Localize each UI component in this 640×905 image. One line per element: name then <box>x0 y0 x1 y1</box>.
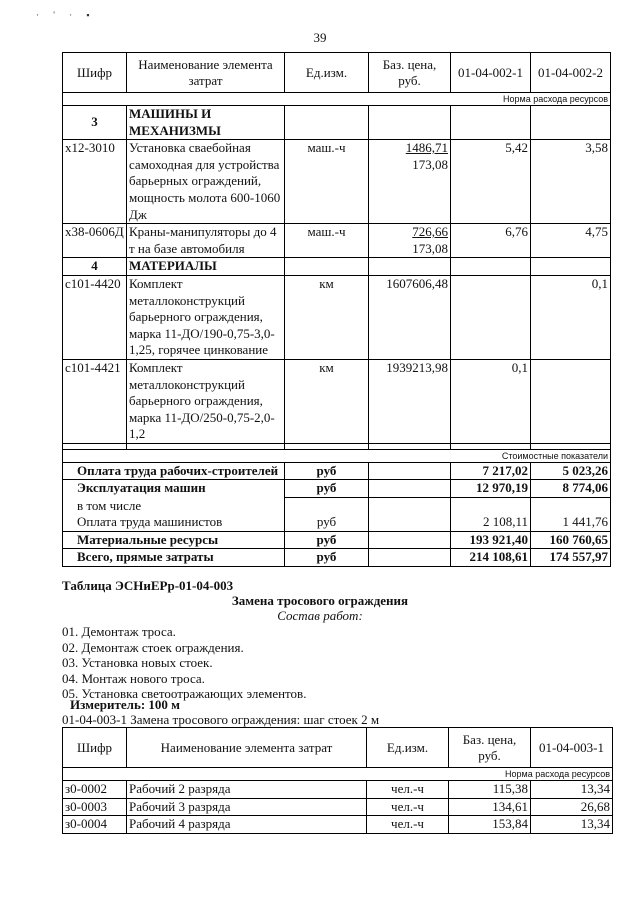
section-title: МАТЕРИАЛЫ <box>127 258 285 276</box>
cost-unit: руб <box>285 480 369 498</box>
row-name: Рабочий 2 разряда <box>127 781 367 799</box>
row-value-1: 5,42 <box>451 140 531 224</box>
cost-value-2: 174 557,97 <box>531 549 611 567</box>
header-col1: 01-04-002-1 <box>451 53 531 93</box>
cost-unit: руб <box>285 531 369 549</box>
row-value-1: 13,34 <box>531 816 613 834</box>
row-unit: км <box>285 359 369 443</box>
code-line: 01-04-003-1 Замена тросового ограждения: шаг стоек 2 м <box>62 712 380 727</box>
table-name: Таблица ЭСНиЕРр-01-04-003 <box>62 578 234 593</box>
row-code: с101-4421 <box>63 359 127 443</box>
header-name: Наименование элемента затрат <box>127 53 285 93</box>
row-price: 115,38 <box>449 781 531 799</box>
row-name: Комплект металлоконструкций барьерного ограждения, марка 11-ДО/190-0,75-3,0-1,25, горячее цинкование <box>127 275 285 359</box>
table-row <box>63 359 611 443</box>
cost-value-2: 160 760,65 <box>531 531 611 549</box>
cost-value-1: 214 108,61 <box>451 549 531 567</box>
row-value-1 <box>451 275 531 359</box>
works-list <box>62 624 306 702</box>
row-unit: маш.-ч <box>285 224 369 258</box>
cost-name: Оплата труда рабочих-строителей <box>63 462 285 480</box>
table-row <box>63 275 611 359</box>
row-code: з0-0003 <box>63 798 127 816</box>
cost-row <box>63 514 611 531</box>
row-price: 1486,71 <box>405 140 448 156</box>
row-value-1: 0,1 <box>451 359 531 443</box>
row-unit: чел.-ч <box>367 816 449 834</box>
norm-row <box>63 93 611 106</box>
header-name: Наименование элемента затрат <box>127 728 367 768</box>
table-row <box>63 798 613 816</box>
list-item: 04. Монтаж нового троса. <box>62 670 205 686</box>
table-header-row <box>63 728 613 768</box>
row-price: 134,61 <box>449 798 531 816</box>
header-unit: Ед.изм. <box>367 728 449 768</box>
cost-value-1: 193 921,40 <box>451 531 531 549</box>
header-col2: 01-04-002-2 <box>531 53 611 93</box>
row-value-2: 4,75 <box>531 224 611 258</box>
row-value-2 <box>531 359 611 443</box>
header-code: Шифр <box>63 728 127 768</box>
row-unit: чел.-ч <box>367 781 449 799</box>
cost-name: Эксплуатация машин <box>63 480 285 498</box>
row-value-2: 3,58 <box>531 140 611 224</box>
cost-value-2: 8 774,06 <box>531 480 611 498</box>
cost-name: Всего, прямые затраты <box>63 549 285 567</box>
header-col1: 01-04-003-1 <box>531 728 613 768</box>
cost-label-row <box>63 449 611 462</box>
row-price-secondary: 173,08 <box>412 156 448 172</box>
meter-label: Измеритель: 100 м <box>70 697 181 712</box>
table-row <box>63 140 611 224</box>
cost-label: Стоимостные показатели <box>63 449 611 462</box>
table-row <box>63 224 611 258</box>
cost-value-1: 2 108,11 <box>451 514 531 531</box>
cost-unit: руб <box>285 514 369 531</box>
row-name: Комплект металлоконструкций барьерного ограждения, марка 11-ДО/250-0,75-2,0-1,2 <box>127 359 285 443</box>
row-value-1: 6,76 <box>451 224 531 258</box>
row-code: х38-0606Д <box>63 224 127 258</box>
row-name: Установка сваебойная самоходная для устройства барьерных ограждений, мощность молота 600-1060 Дж <box>127 140 285 224</box>
cost-row <box>63 549 611 567</box>
row-name: Рабочий 4 разряда <box>127 816 367 834</box>
cost-unit: руб <box>285 462 369 480</box>
cost-name: Оплата труда машинистов <box>63 514 285 531</box>
scan-marks: · ' · ▪ <box>36 10 96 20</box>
row-value-1: 13,34 <box>531 781 613 799</box>
resource-table-2 <box>62 727 613 834</box>
list-item: 02. Демонтаж стоек ограждения. <box>62 639 244 655</box>
cost-unit: руб <box>285 549 369 567</box>
cost-row <box>63 480 611 498</box>
section-title: МАШИНЫ И МЕХАНИЗМЫ <box>127 106 285 140</box>
row-price: 153,84 <box>449 816 531 834</box>
list-item: 01. Демонтаж троса. <box>62 624 176 639</box>
row-code: з0-0002 <box>63 781 127 799</box>
section-number: 3 <box>63 106 127 140</box>
row-code: з0-0004 <box>63 816 127 834</box>
section-number: 4 <box>63 258 127 276</box>
section-row <box>63 106 611 140</box>
cost-row <box>63 462 611 480</box>
row-value-1: 26,68 <box>531 798 613 816</box>
row-code: х12-3010 <box>63 140 127 224</box>
norm-row <box>63 768 613 781</box>
header-unit: Ед.изм. <box>285 53 369 93</box>
row-price: 1939213,98 <box>369 359 451 443</box>
row-name: Краны-манипуляторы до 4 т на базе автомобиля <box>127 224 285 258</box>
resource-table-1 <box>62 52 611 567</box>
norm-label: Норма расхода ресурсов <box>63 93 611 106</box>
norm-label: Норма расхода ресурсов <box>63 768 613 781</box>
row-unit: км <box>285 275 369 359</box>
row-price: 1607606,48 <box>369 275 451 359</box>
table-header-row <box>63 53 611 93</box>
row-unit: чел.-ч <box>367 798 449 816</box>
section-title: Замена тросового ограждения <box>231 593 409 608</box>
cost-value-2: 5 023,26 <box>531 462 611 480</box>
header-price: Баз. цена, руб. <box>369 53 451 93</box>
cost-name: в том числе <box>63 498 285 515</box>
row-price: 726,66 <box>412 224 448 240</box>
row-name: Рабочий 3 разряда <box>127 798 367 816</box>
table-row <box>63 816 613 834</box>
list-item: 03. Установка новых стоек. <box>62 655 213 670</box>
cost-value-1: 12 970,19 <box>451 480 531 498</box>
cost-value-2: 1 441,76 <box>531 514 611 531</box>
header-price: Баз. цена, руб. <box>449 728 531 768</box>
header-code: Шифр <box>63 53 127 93</box>
list-item: 05. Установка светоотражающих элементов. <box>62 686 307 701</box>
cost-row <box>63 531 611 549</box>
row-value-2: 0,1 <box>531 275 611 359</box>
cost-name: Материальные ресурсы <box>63 531 285 549</box>
cost-row <box>63 498 611 515</box>
section-row <box>63 258 611 276</box>
cost-value-1: 7 217,02 <box>451 462 531 480</box>
page-number: 39 <box>313 30 327 45</box>
section-subtitle: Состав работ: <box>277 608 363 623</box>
row-unit: маш.-ч <box>285 140 369 224</box>
row-code: с101-4420 <box>63 275 127 359</box>
row-price-secondary: 173,08 <box>412 240 448 256</box>
table-row <box>63 781 613 799</box>
